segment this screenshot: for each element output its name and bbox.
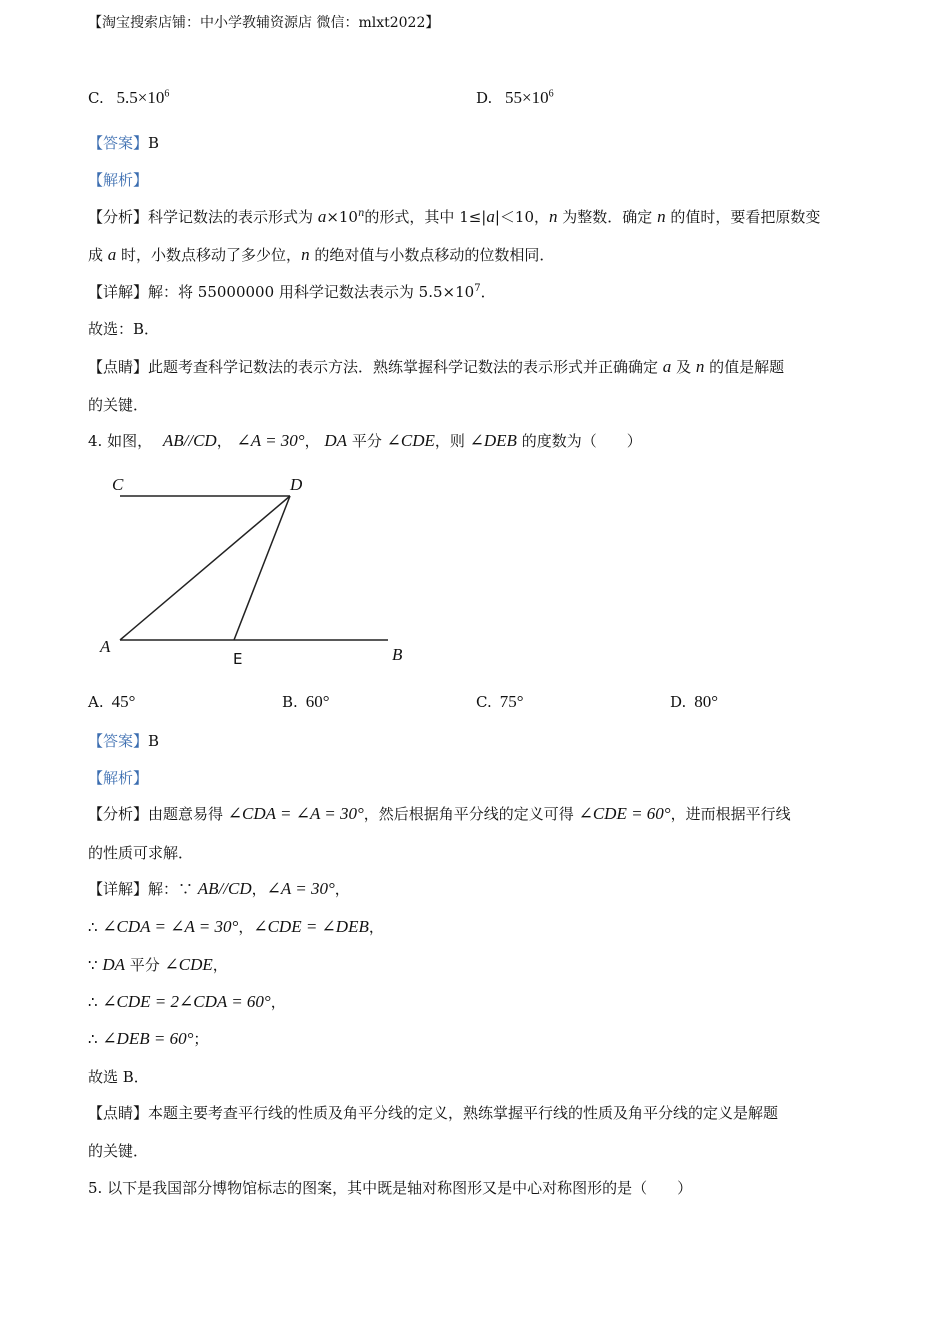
q4-dianjing-line2: 的关键． (88, 1142, 149, 1160)
q3-dianjing-line1: 【点睛】此题考查科学记数法的表示方法．熟练掌握科学记数法的表示形式并正确确定 a 及 n 的值是解题 (88, 357, 785, 376)
q4-option-b: B. 60° (282, 692, 330, 711)
geometry-figure (96, 470, 416, 670)
q4-guxuan: 故选 B． (88, 1068, 149, 1086)
label-b: B (392, 645, 403, 664)
label-a: A (100, 637, 111, 656)
q4-step2: ∵ DA 平分 ∠CDE， (88, 955, 228, 974)
option-value: $55\times 10^6$ (505, 88, 554, 107)
q4-option-c: C. 75° (476, 692, 524, 711)
q3-answer: 【答案】B (88, 134, 160, 152)
q3-fenxi-line1: 【分析】科学记数法的表示形式为 $a\times 10^n$的形式，其中 1≤|a|＜10，n 为整数．确定 n 的值时，要看把原数变 (88, 207, 821, 226)
segment-ad (120, 496, 290, 640)
label-d: D (290, 475, 303, 494)
label-c: C (112, 475, 124, 494)
q4-xiangjie: 【详解】解：∵ AB//CD，∠A = 30°， (88, 879, 350, 898)
q4-step1: ∴ ∠CDA = ∠A = 30°，∠CDE = ∠DEB， (88, 917, 384, 936)
q3-guxuan: 故选：B． (88, 320, 160, 338)
q3-dianjing-line2: 的关键． (88, 396, 149, 414)
q4-option-d: D. 80° (670, 692, 719, 711)
q3-xiangjie: 【详解】解：将 55000000 用科学记数法表示为 $5.5\times 10^7$． (88, 283, 496, 301)
option-label: D. (476, 89, 493, 107)
watermark-header: 【淘宝搜索店铺：中小学教辅资源店 微信：mlxt2022】 (88, 15, 440, 31)
q4-option-a: A. 45° (88, 692, 136, 711)
segment-de (234, 496, 290, 640)
q3-option-c (88, 88, 169, 108)
q3-fenxi-line2: 成 a 时，小数点移动了多少位，n 的绝对值与小数点移动的位数相同． (88, 245, 555, 264)
q4-step4: ∴ ∠DEB = 60°； (88, 1029, 209, 1048)
q3-option-d (476, 88, 554, 108)
q4-stem: 4. 如图， AB//CD， ∠A = 30°， DA 平分 ∠CDE，则 ∠DEB 的度数为（ ） (88, 431, 642, 450)
q3-analysis-tag: 【解析】 (88, 171, 149, 189)
q5-stem: 5. 以下是我国部分博物馆标志的图案，其中既是轴对称图形又是中心对称图形的是（ ） (88, 1179, 693, 1197)
q4-fenxi-line1: 【分析】由题意易得 ∠CDA = ∠A = 30°，然后根据角平分线的定义可得 ∠CDE = 60°，进而根据平行线 (88, 804, 791, 823)
q4-analysis-tag: 【解析】 (88, 769, 149, 787)
q4-step3: ∴ ∠CDE = 2∠CDA = 60°， (88, 992, 286, 1011)
q4-fenxi-line2: 的性质可求解． (88, 844, 194, 862)
label-e: E (233, 650, 243, 668)
option-value: $5.5\times 10^6$ (116, 88, 170, 107)
option-label: C. (88, 89, 104, 107)
q4-dianjing-line1: 【点睛】本题主要考查平行线的性质及角平分线的定义，熟练掌握平行线的性质及角平分线的定义是解题 (88, 1104, 779, 1122)
q4-answer: 【答案】B (88, 732, 160, 750)
